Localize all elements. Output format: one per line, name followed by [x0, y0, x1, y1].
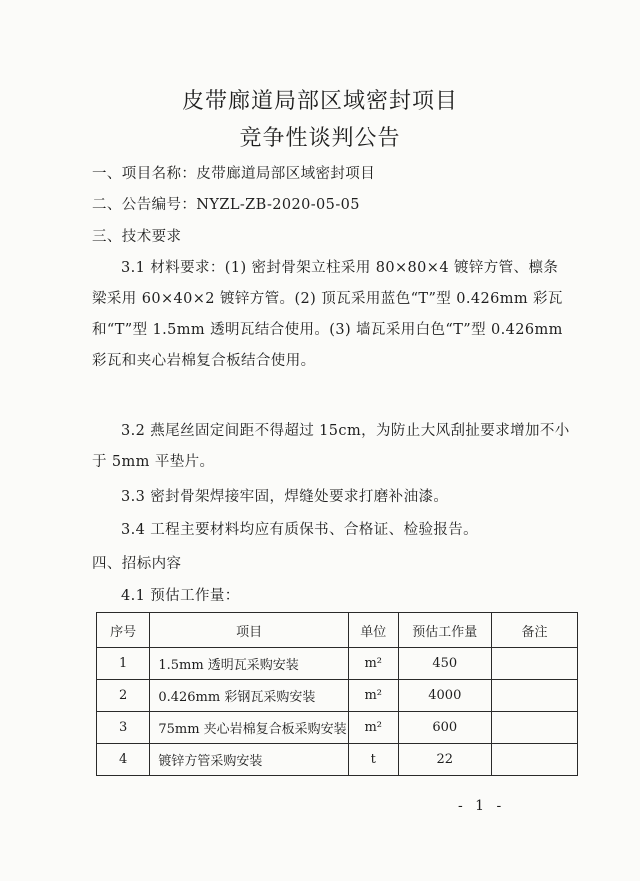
table-header-row [97, 613, 578, 648]
section-bid-content: 四、招标内容 [92, 556, 182, 572]
cell-qty: 4000 [398, 680, 491, 712]
cell-note [492, 648, 578, 680]
paragraph-3-4-certificates: 3.4 工程主要材料均应有质保书、合格证、检验报告。 [121, 522, 479, 538]
cell-note [492, 744, 578, 776]
cell-item: 75mm 夹心岩棉复合板采购安装 [150, 712, 349, 744]
table-row [97, 648, 578, 680]
cell-qty: 450 [398, 648, 491, 680]
workload-table [96, 612, 578, 776]
cell-qty: 22 [398, 744, 491, 776]
header-note: 备注 [492, 613, 578, 648]
table-row [97, 680, 578, 712]
section-technical-requirements: 三、技术要求 [92, 229, 182, 245]
cell-qty: 600 [398, 712, 491, 744]
table-row [97, 744, 578, 776]
cell-item: 0.426mm 彩钢瓦采购安装 [150, 680, 349, 712]
section-notice-number: 二、公告编号：NYZL-ZB-2020-05-05 [92, 197, 360, 213]
cell-item: 1.5mm 透明瓦采购安装 [150, 648, 349, 680]
paragraph-3-1-materials: 3.1 材料要求：(1) 密封骨架立柱采用 80×80×4 镀锌方管、檩条梁采用 60×40×2 镀锌方管。(2) 顶瓦采用蓝色“T”型 0.426mm 彩瓦和“T”型 1.5mm 透明瓦结合使用。(3) 墙瓦采用白色“T”型 0.426mm 彩瓦和夹心岩棉复合板结合使用。 [92, 260, 563, 369]
cell-no: 3 [97, 712, 150, 744]
header-item: 项目 [150, 613, 349, 648]
document-subtitle: 竞争性谈判公告 [239, 126, 401, 151]
cell-note [492, 680, 578, 712]
cell-unit: m² [348, 680, 398, 712]
header-qty: 预估工作量 [398, 613, 491, 648]
paragraph-3-3-welding: 3.3 密封骨架焊接牢固，焊缝处要求打磨补油漆。 [121, 489, 449, 505]
section-project-name: 一、项目名称：皮带廊道局部区域密封项目 [92, 166, 376, 182]
cell-no: 4 [97, 744, 150, 776]
cell-unit: m² [348, 712, 398, 744]
cell-item: 镀锌方管采购安装 [150, 744, 349, 776]
document-title: 皮带廊道局部区域密封项目 [181, 89, 458, 114]
page-number: - 1 - [458, 798, 506, 814]
table-row [97, 712, 578, 744]
subsection-estimated-workload: 4.1 预估工作量： [121, 588, 240, 604]
header-no: 序号 [97, 613, 150, 648]
cell-no: 2 [97, 680, 150, 712]
cell-no: 1 [97, 648, 150, 680]
cell-unit: m² [348, 648, 398, 680]
paragraph-3-2-fastening: 3.2 燕尾丝固定间距不得超过 15cm，为防止大风刮扯要求增加不小于 5mm 平垫片。 [92, 423, 570, 470]
header-unit: 单位 [348, 613, 398, 648]
cell-unit: t [348, 744, 398, 776]
cell-note [492, 712, 578, 744]
